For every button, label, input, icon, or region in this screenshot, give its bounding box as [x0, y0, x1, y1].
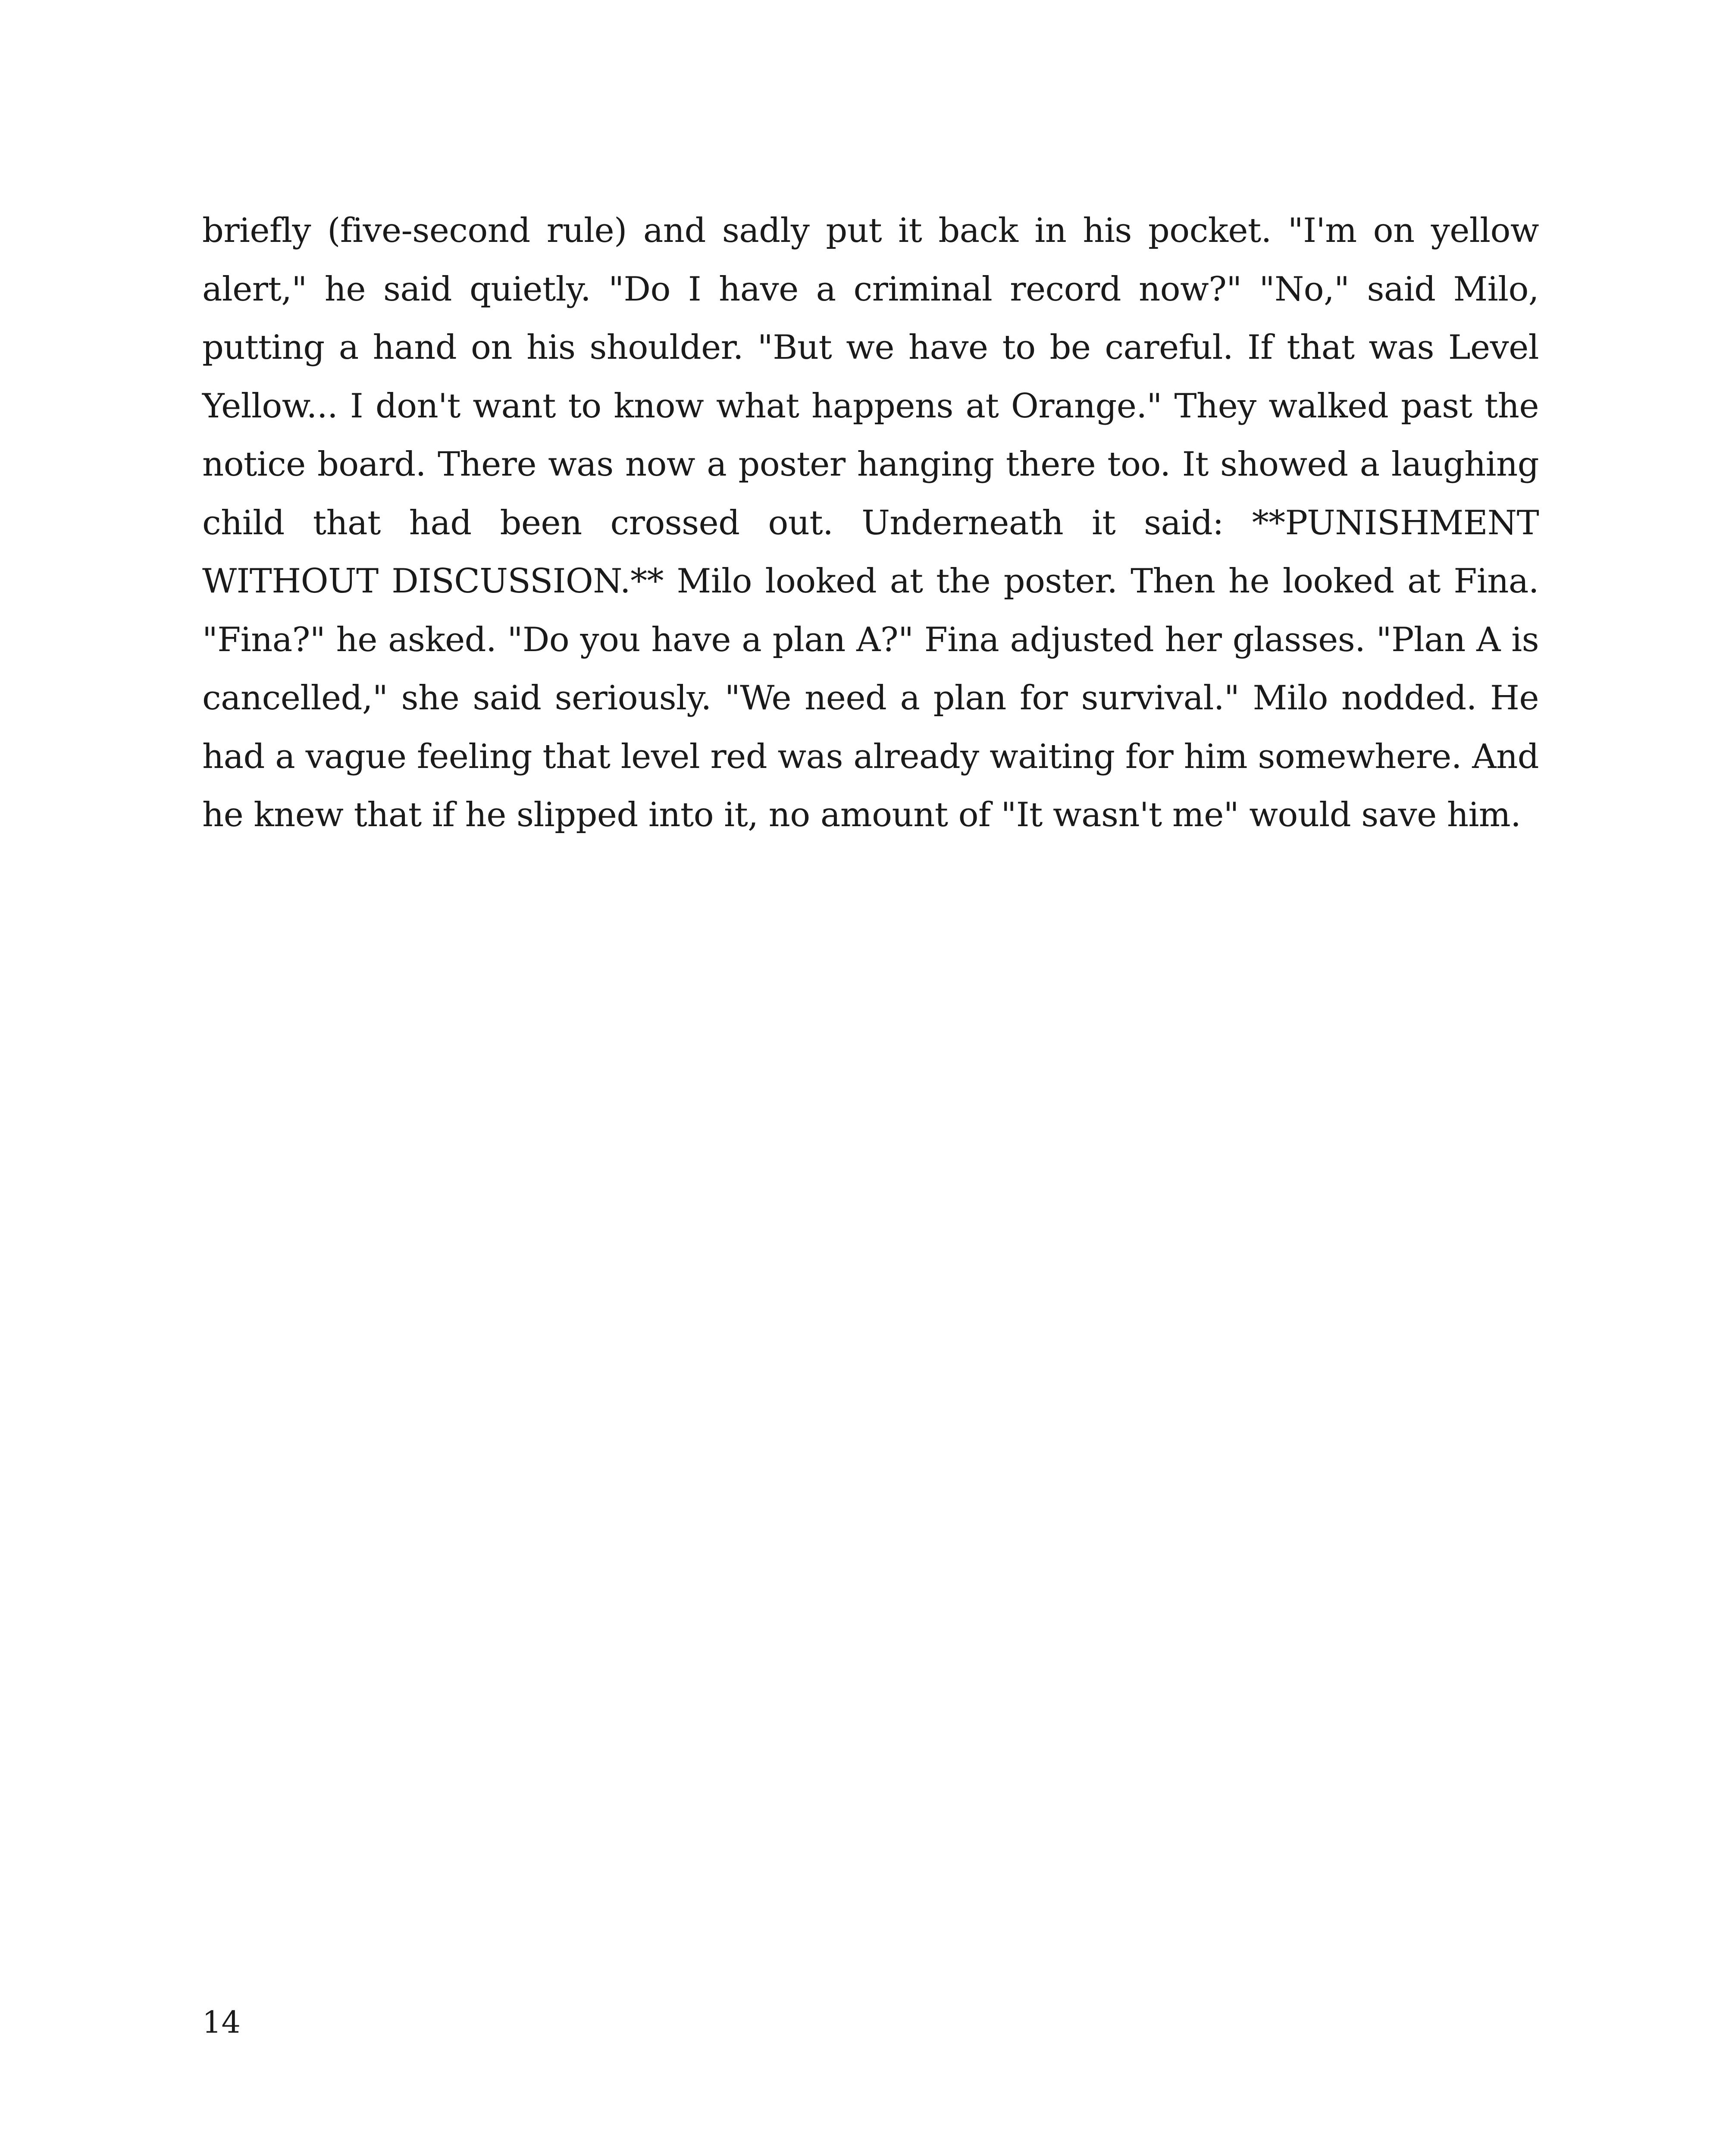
page-number: 14 [202, 2005, 241, 2040]
body-paragraph: briefly (five-second rule) and sadly put it back in his pocket. "I'm on yellow alert," he said quietly. "Do I have a criminal record now?" "No," said Milo, putting a hand on his shoulder. "But we have to be careful. If that was Level Yellow... I don't want to know what happens at Orange." They walked past the notice board. There was now a poster hanging there too. It showed a laughing child that had been crossed out. Underneath it said: **PUNISHMENT WITHOUT DISCUSSION.** Milo looked at the poster. Then he looked at Fina. "Fina?" he asked. "Do you have a plan A?" Fina adjusted her glasses. "Plan A is cancelled," she said seriously. "We need a plan for survival." Milo nodded. He had a vague feeling that level red was already waiting for him somewhere. And he knew that if he slipped into it, no amount of "It wasn't me" would save him. [202, 211, 1539, 834]
